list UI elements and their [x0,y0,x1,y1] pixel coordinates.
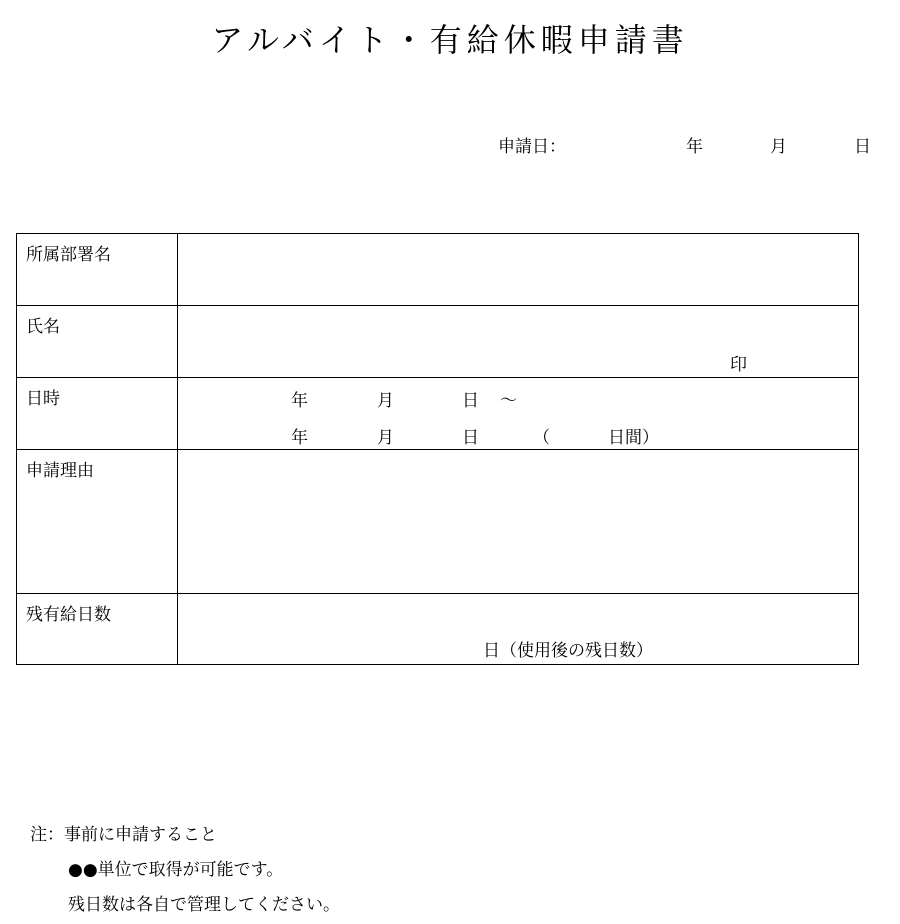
period-field[interactable] [178,378,859,450]
period-end-year: 年 [291,428,308,448]
note-line-2: ●●単位で取得が可能です。 [68,860,284,880]
department-field[interactable] [178,234,859,306]
application-form-table [16,233,859,665]
note-line-3: 残日数は各自で管理してください。 [68,895,340,915]
seal-mark: 印 [730,355,747,375]
department-row [17,234,859,306]
application-date-label: 申請日： [498,137,566,157]
period-end-month: 月 [377,428,394,448]
reason-label: 申請理由 [17,450,178,594]
reason-field[interactable] [178,450,859,594]
period-days-count: 日間） [608,428,659,448]
note-line-1: 注：事前に申請すること [30,825,217,845]
remaining-days-field[interactable] [178,594,859,665]
period-tilde: ～ [500,391,517,411]
remaining-days-suffix: 日（使用後の残日数） [483,641,653,661]
period-row [17,378,859,450]
application-date-year: 年 [686,137,703,157]
document-title: アルバイト・有給休暇申請書 [211,21,689,60]
period-start-month: 月 [377,391,394,411]
department-label: 所属部署名 [17,234,178,306]
period-start-year: 年 [291,391,308,411]
name-row [17,306,859,378]
application-date-day: 日 [854,137,871,157]
remaining-days-row [17,594,859,665]
period-label: 日時 [17,378,178,450]
remaining-days-label: 残有給日数 [17,594,178,665]
name-label: 氏名 [17,306,178,378]
application-date-month: 月 [770,137,787,157]
period-end-day: 日 [462,428,479,448]
period-start-day: 日 [462,391,479,411]
name-field[interactable] [178,306,859,378]
reason-row [17,450,859,594]
period-open-paren: （ [533,428,550,448]
